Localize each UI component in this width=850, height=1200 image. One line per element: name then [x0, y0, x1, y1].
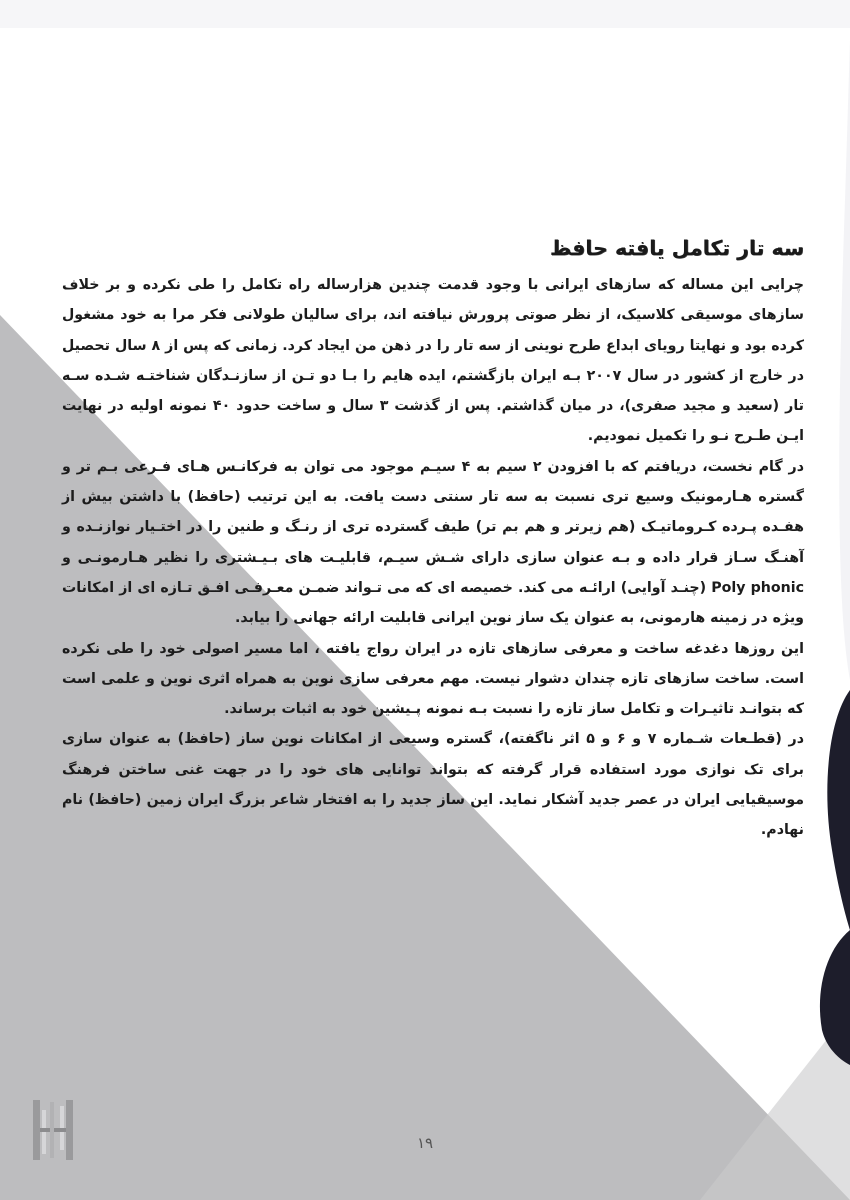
page-number: ۱۹ — [416, 1134, 434, 1152]
brand-logo-icon — [30, 1096, 76, 1164]
article-title: سه تار تکامل یافته حافظ — [549, 236, 804, 260]
article — [62, 232, 804, 846]
article-paragraph: در گام نخست، دریافتم که با افزودن ۲ سیم به ۴ سیـم موجود می توان به فرکانـس هـای فـرعی بـم تر و گستره هـارمونیک وسیع تری نسبت به سه تار سنتی دست یافت. به این ترتیب (حافظ) با داشتن بیش از هفـده پـرده کـروماتیـک (هم زیرتر و هم بم تر) طیف گسترده تری از رنـگ و طنین را در اختـیار نوازنـده و آهنـگ سـاز قرار داده و بـه عنوان سازی دارای شـش سیـم، قابلیـت های بـیـشتری را نظیر هـارمونـی و Poly phonic (چنـد آوایی) ارائـه می کند. خصیصه ای که می تـواند ضمـن معـرفـی افـق تـازه ای از امکانات ویژه در زمینه هارمونی، به عنوان یک ساز نوین ایرانی قابلیت ارائه جهانی را بیابد. — [62, 458, 804, 627]
article-paragraph: چرایی این مساله که سازهای ایرانی با وجود قدمت چندین هزارساله راه تکامل را طی نکرده و بر خلاف سازهای موسیقی کلاسیک، از نظر صوتی پرورش نیافته اند، برای سالیان طولانی فکر مرا به خود مشغول کرده بود و نهایتا رویای ابداع طرح نوینی از سه تار را در ذهن من ایجاد کرد. زمانی که پس از ۸ سال تحصیل در خارج از کشور در سال ۲۰۰۷ بـه ایران بازگشتم، ایده هایم را بـا دو تـن از سازنـدگان شناختـه شـده سـه تار (سعید و مجید صفری)، در میان گذاشتم. پس از گذشت ۳ سال و ساخت حدود ۴۰ نمونه اولیه در نهایت ایـن طـرح نـو را تکمیل نمودیم. — [62, 277, 804, 445]
article-paragraph: در (قطـعات شـماره ۷ و ۶ و ۵ اثر ناگفته)، گستره وسیعی از امکانات نوین ساز (حافظ) به عنوان سازی برای تک نوازی مورد استفاده قرار گرفته که بتواند توانایی های خود را در جهت غنی ساختن فرهنگ موسیقیایی ایران در عصر جدید آشکار نماید. این ساز جدید را به افتخار شاعر بزرگ ایران زمین (حافظ) نام نهادم. — [62, 731, 804, 839]
article-paragraph: این روزها دغدغه ساخت و معرفی سازهای تازه در ایران رواج یافته ، اما مسیر اصولی خود را طی نکرده است. ساخت سازهای تازه چندان دشوار نیست. مهم معرفی سازی نوین به همراه اثری نوین و علمی است که بتوانـد تاثیـرات و تکامل ساز تازه را نسبت بـه نمونه پـیشین خود به اثبات برساند. — [62, 640, 804, 718]
